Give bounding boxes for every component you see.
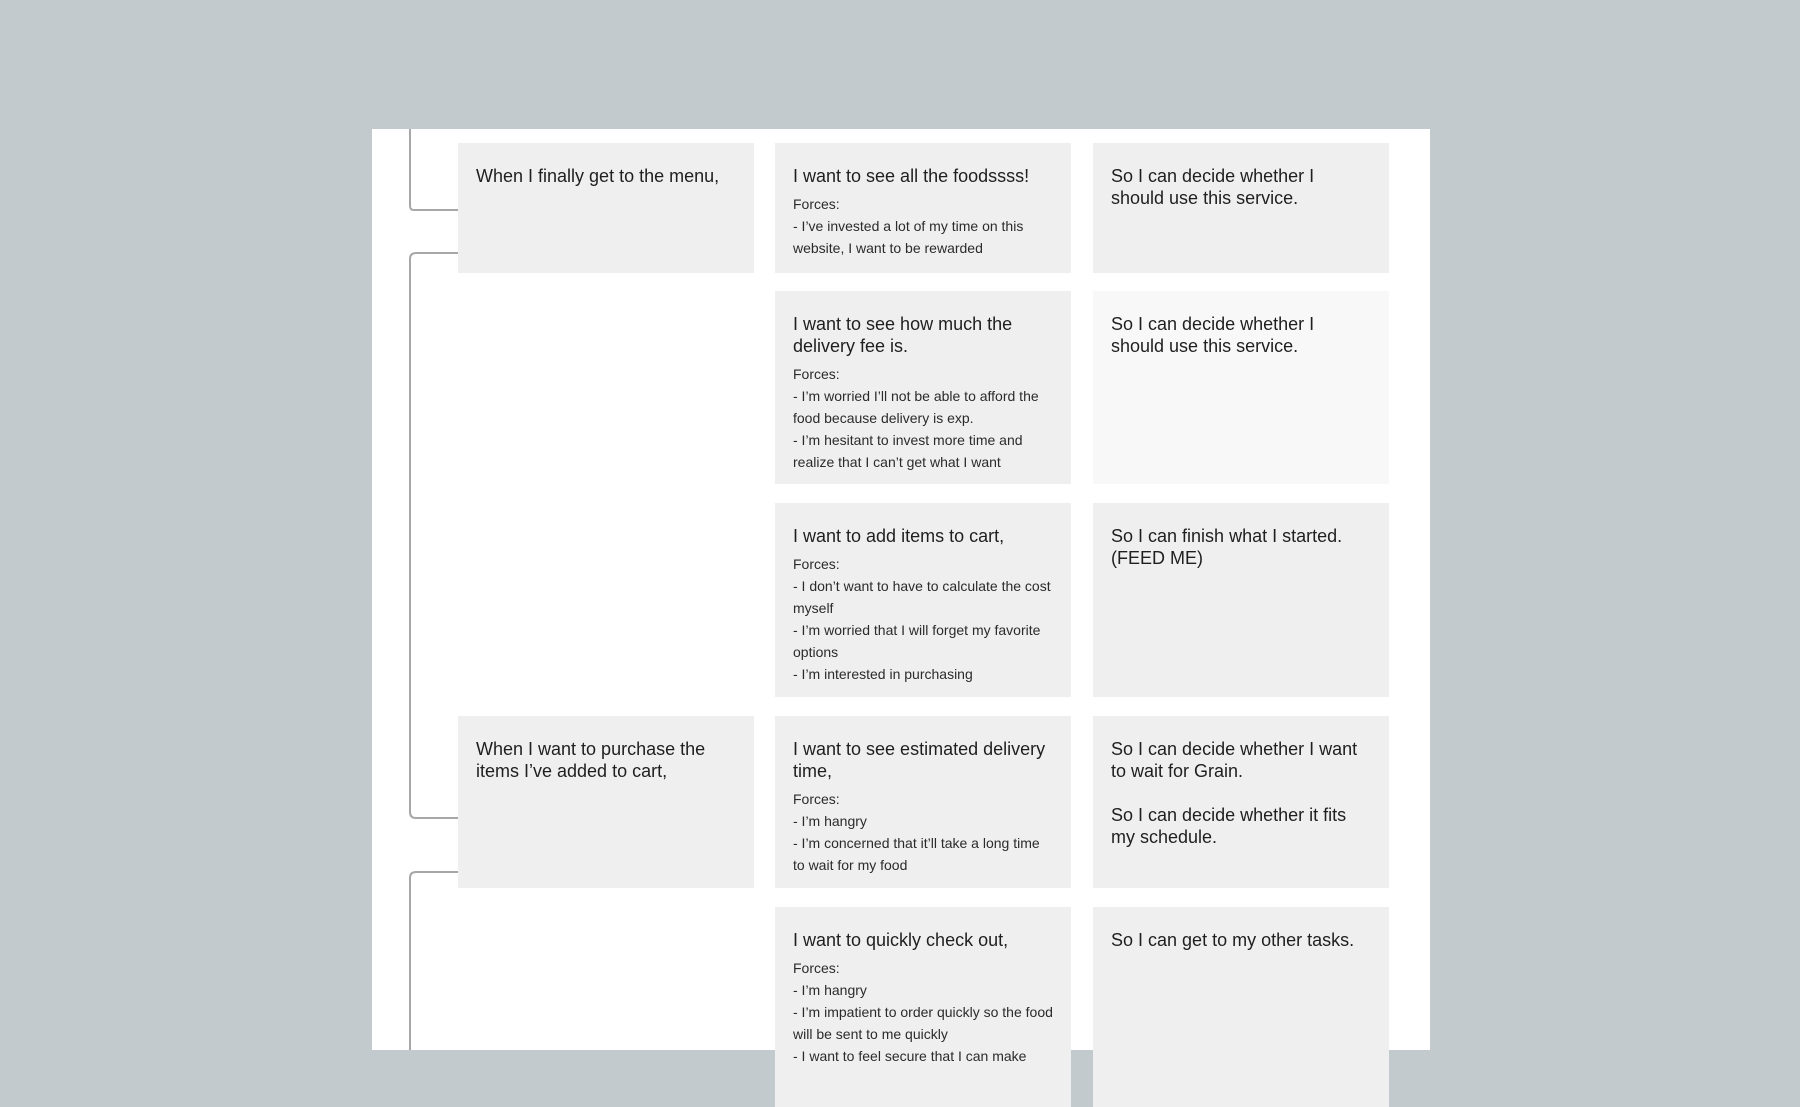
outcome-text: So I can decide whether it fits my schedule. [1111, 805, 1347, 847]
motivation-text: I want to see estimated delivery time, [793, 739, 1046, 781]
outcome-text: So I can decide whether I should use this service. [1111, 166, 1315, 208]
forces-list [793, 957, 1053, 1067]
outcome-card [1093, 716, 1389, 888]
force-item: - I’ve invested a lot of my time on this website, I want to be rewarded [793, 218, 1024, 256]
force-item: - I’m worried that I will forget my favorite options [793, 622, 1041, 660]
situation-card [458, 143, 754, 273]
outcome-card [1093, 143, 1389, 273]
forces-label: Forces: [793, 556, 840, 572]
outcome-text: So I can get to my other tasks. [1111, 930, 1355, 950]
connector-line-bottom [410, 872, 459, 1050]
forces-label: Forces: [793, 960, 840, 976]
forces-list [793, 193, 1053, 259]
outcome-text: So I can decide whether I want to wait for Grain. [1111, 739, 1358, 781]
forces-label: Forces: [793, 791, 840, 807]
motivation-card [775, 716, 1071, 888]
forces-label: Forces: [793, 196, 840, 212]
situation-text: When I want to purchase the items I’ve added to cart, [476, 739, 706, 781]
forces-list [793, 363, 1053, 473]
force-item: - I’m impatient to order quickly so the food will be sent to me quickly [793, 1004, 1053, 1042]
motivation-card [775, 907, 1071, 1107]
situation-card [458, 716, 754, 888]
force-item: - I’m hesitant to invest more time and realize that I can’t get what I want [793, 432, 1023, 470]
motivation-text: I want to see all the foodssss! [793, 166, 1030, 186]
force-item: - I’m hangry [793, 982, 867, 998]
force-item: - I’m hangry [793, 813, 867, 829]
force-item: - I’m interested in purchasing [793, 666, 973, 682]
force-item: - I don’t want to have to calculate the cost myself [793, 578, 1051, 616]
motivation-text: I want to see how much the delivery fee is. [793, 314, 1013, 356]
outcome-card [1093, 503, 1389, 697]
outcome-card [1093, 907, 1389, 1107]
force-item: - I’m concerned that it’ll take a long time to wait for my food [793, 835, 1040, 873]
job-story-sheet [372, 129, 1430, 1064]
motivation-card [775, 503, 1071, 697]
forces-list [793, 553, 1053, 685]
force-item: - I want to feel secure that I can make [793, 1048, 1027, 1064]
motivation-text: I want to add items to cart, [793, 526, 1005, 546]
motivation-card [775, 143, 1071, 273]
motivation-card [775, 291, 1071, 484]
outcome-text: So I can decide whether I should use this service. [1111, 314, 1315, 356]
situation-text: When I finally get to the menu, [476, 166, 720, 186]
forces-list [793, 788, 1053, 876]
force-item: - I’m worried I’ll not be able to afford the food because delivery is exp. [793, 388, 1039, 426]
motivation-text: I want to quickly check out, [793, 930, 1009, 950]
outcome-text: So I can finish what I started. (FEED ME) [1111, 526, 1343, 568]
forces-label: Forces: [793, 366, 840, 382]
outcome-card [1093, 291, 1389, 484]
